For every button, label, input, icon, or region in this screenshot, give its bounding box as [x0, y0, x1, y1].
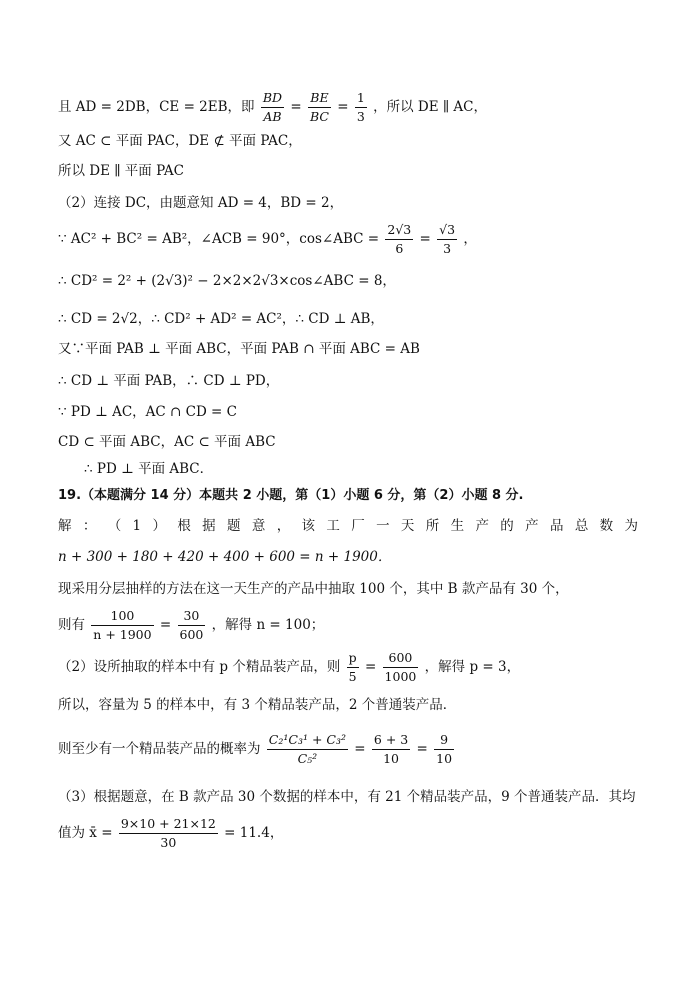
problem-19-heading: 19.（本题满分 14 分）本题共 2 小题，第（1）小题 6 分，第（2）小题 8 分.: [58, 488, 524, 503]
line-subsets-abc: CD ⊂ 平面 ABC，AC ⊂ 平面 ABC: [58, 434, 276, 450]
text-segment: ，所以 DE ∥ AC，: [373, 99, 487, 115]
fraction-30-600: $\frac{30}{600}$: [179, 608, 204, 642]
spread-char: 所: [425, 518, 440, 534]
fraction-one-third: $\frac{1}{3}$: [356, 90, 365, 124]
line-subset: 又 AC ⊂ 平面 PAC，DE ⊄ 平面 PAC，: [58, 133, 302, 149]
line-plane-perpendicular: 又∵平面 PAB ⊥ 平面 ABC，平面 PAB ∩ 平面 ABC = AB: [58, 341, 420, 357]
text-segment: 且 AD = 2DB，CE = 2EB，即: [58, 99, 255, 115]
spread-char: 厂: [351, 518, 365, 534]
line-cosine: ∵ AC² + BC² = AB²，∠ACB = 90°，cos∠ABC = $\frac{2√3}{6}$ = $\frac{√3}{3}$ ，: [58, 222, 477, 256]
spread-char: 解: [58, 518, 72, 534]
fraction-be-bc: $\frac{BE}{BC}$: [309, 90, 329, 124]
line-proof-ratio: 且 AD = 2DB，CE = 2EB，即 $\frac{BD}{AB}$ = $\frac{BE}{BC}$ = $\frac{1}{3}$ ，所以 DE ∥ AC，: [58, 90, 487, 124]
fraction-600-1000: $\frac{600}{1000}$: [384, 650, 417, 684]
fraction-100-n1900: $\frac{100}{n + 1900}$: [93, 608, 152, 642]
spread-char: ：: [82, 518, 97, 534]
spread-char: 题: [227, 518, 241, 534]
spread-char: 品: [549, 518, 564, 534]
spread-char: ）: [152, 518, 166, 534]
spread-char: 意: [251, 518, 266, 534]
line-probability: 则至少有一个精品装产品的概率为 $\frac{\text{C₂¹C₃¹ + C₃²}}{\text{C₅²}}$ = $\frac{6 + 3}{10}$ = $\frac{9}{10}$: [58, 732, 453, 766]
line-part2-intro: （2）连接 DC，由题意知 AD = 4，BD = 2，: [58, 195, 344, 211]
spread-char: 总: [574, 518, 589, 534]
fraction-mean: $\frac{9\times 10 + 21\times 12}{30}$: [120, 816, 216, 850]
fraction-2sqrt3-6: $\frac{2√3}{6}$: [387, 222, 412, 256]
fraction-p-5: $\frac{p}{5}$: [348, 650, 357, 684]
line-mean: 值为 x̄ = $\frac{9\times 10 + 21\times 12}{30}$ = 11.4，: [58, 816, 284, 850]
spread-char: 据: [202, 518, 216, 534]
spread-char: 1: [132, 518, 142, 534]
line-pd-perp-ac: ∵ PD ⊥ AC，AC ∩ CD = C: [58, 404, 237, 420]
spread-char: 天: [400, 518, 415, 534]
spread-char: 该: [301, 518, 316, 534]
line-sample-composition: 所以，容量为 5 的样本中，有 3 个精品装产品，2 个普通装产品．: [58, 697, 457, 713]
spread-char: ，: [276, 518, 291, 534]
spread-char: 产: [525, 518, 539, 534]
spread-char: 一: [376, 518, 390, 534]
fraction-sqrt3-3: $\frac{√3}{3}$: [439, 222, 456, 256]
fraction-bd-ab: $\frac{BD}{AB}$: [262, 90, 283, 124]
spread-char: 数: [599, 518, 614, 534]
spread-char: 根: [177, 518, 191, 534]
fraction-combinations: $\frac{\text{C₂¹C₃¹ + C₃²}}{\text{C₅²}}$: [268, 732, 346, 766]
line-solution-intro: [58, 517, 638, 535]
line-conclusion-parallel: 所以 DE ∥ 平面 PAC: [58, 163, 185, 179]
line-solve-p: （2）设所抽取的样本中有 p 个精品装产品，则 $\frac{p}{5}$ = $\frac{600}{1000}$ ，解得 p = 3，: [58, 650, 521, 684]
line-cd-perp-plane: ∴ CD ⊥ 平面 PAB，∴ CD ⊥ PD，: [58, 373, 280, 389]
spread-char: 的: [500, 518, 514, 534]
spread-char: 生: [450, 518, 465, 534]
spread-char: 为: [624, 518, 638, 534]
line-part3: （3）根据题意，在 B 款产品 30 个数据的样本中，有 21 个精品装产品，9 个普通装产品．其均: [58, 789, 636, 805]
spread-char: 工: [326, 518, 340, 534]
spread-text: [58, 517, 638, 535]
line-cd-squared: ∴ CD² = 2² + (2√3)² − 2×2×2√3×cos∠ABC = 8，: [58, 273, 396, 289]
spread-char: 产: [475, 518, 489, 534]
line-sampling: 现采用分层抽样的方法在这一天生产的产品中抽取 100 个，其中 B 款产品有 30 个，: [58, 581, 569, 597]
fraction-6plus3-10: $\frac{6 + 3}{10}$: [373, 732, 409, 766]
spread-char: （: [107, 518, 122, 534]
fraction-9-10: $\frac{9}{10}$: [436, 732, 453, 766]
line-final-conclusion: ∴ PD ⊥ 平面 ABC．: [84, 461, 214, 477]
line-solve-n: 则有 $\frac{100}{n + 1900}$ = $\frac{30}{600}$ ，解得 n = 100；: [58, 608, 325, 642]
line-total-count: n + 300 + 180 + 420 + 400 + 600 = n + 1900．: [58, 549, 392, 565]
line-cd-value: ∴ CD = 2√2，∴ CD² + AD² = AC²，∴ CD ⊥ AB，: [58, 311, 384, 327]
